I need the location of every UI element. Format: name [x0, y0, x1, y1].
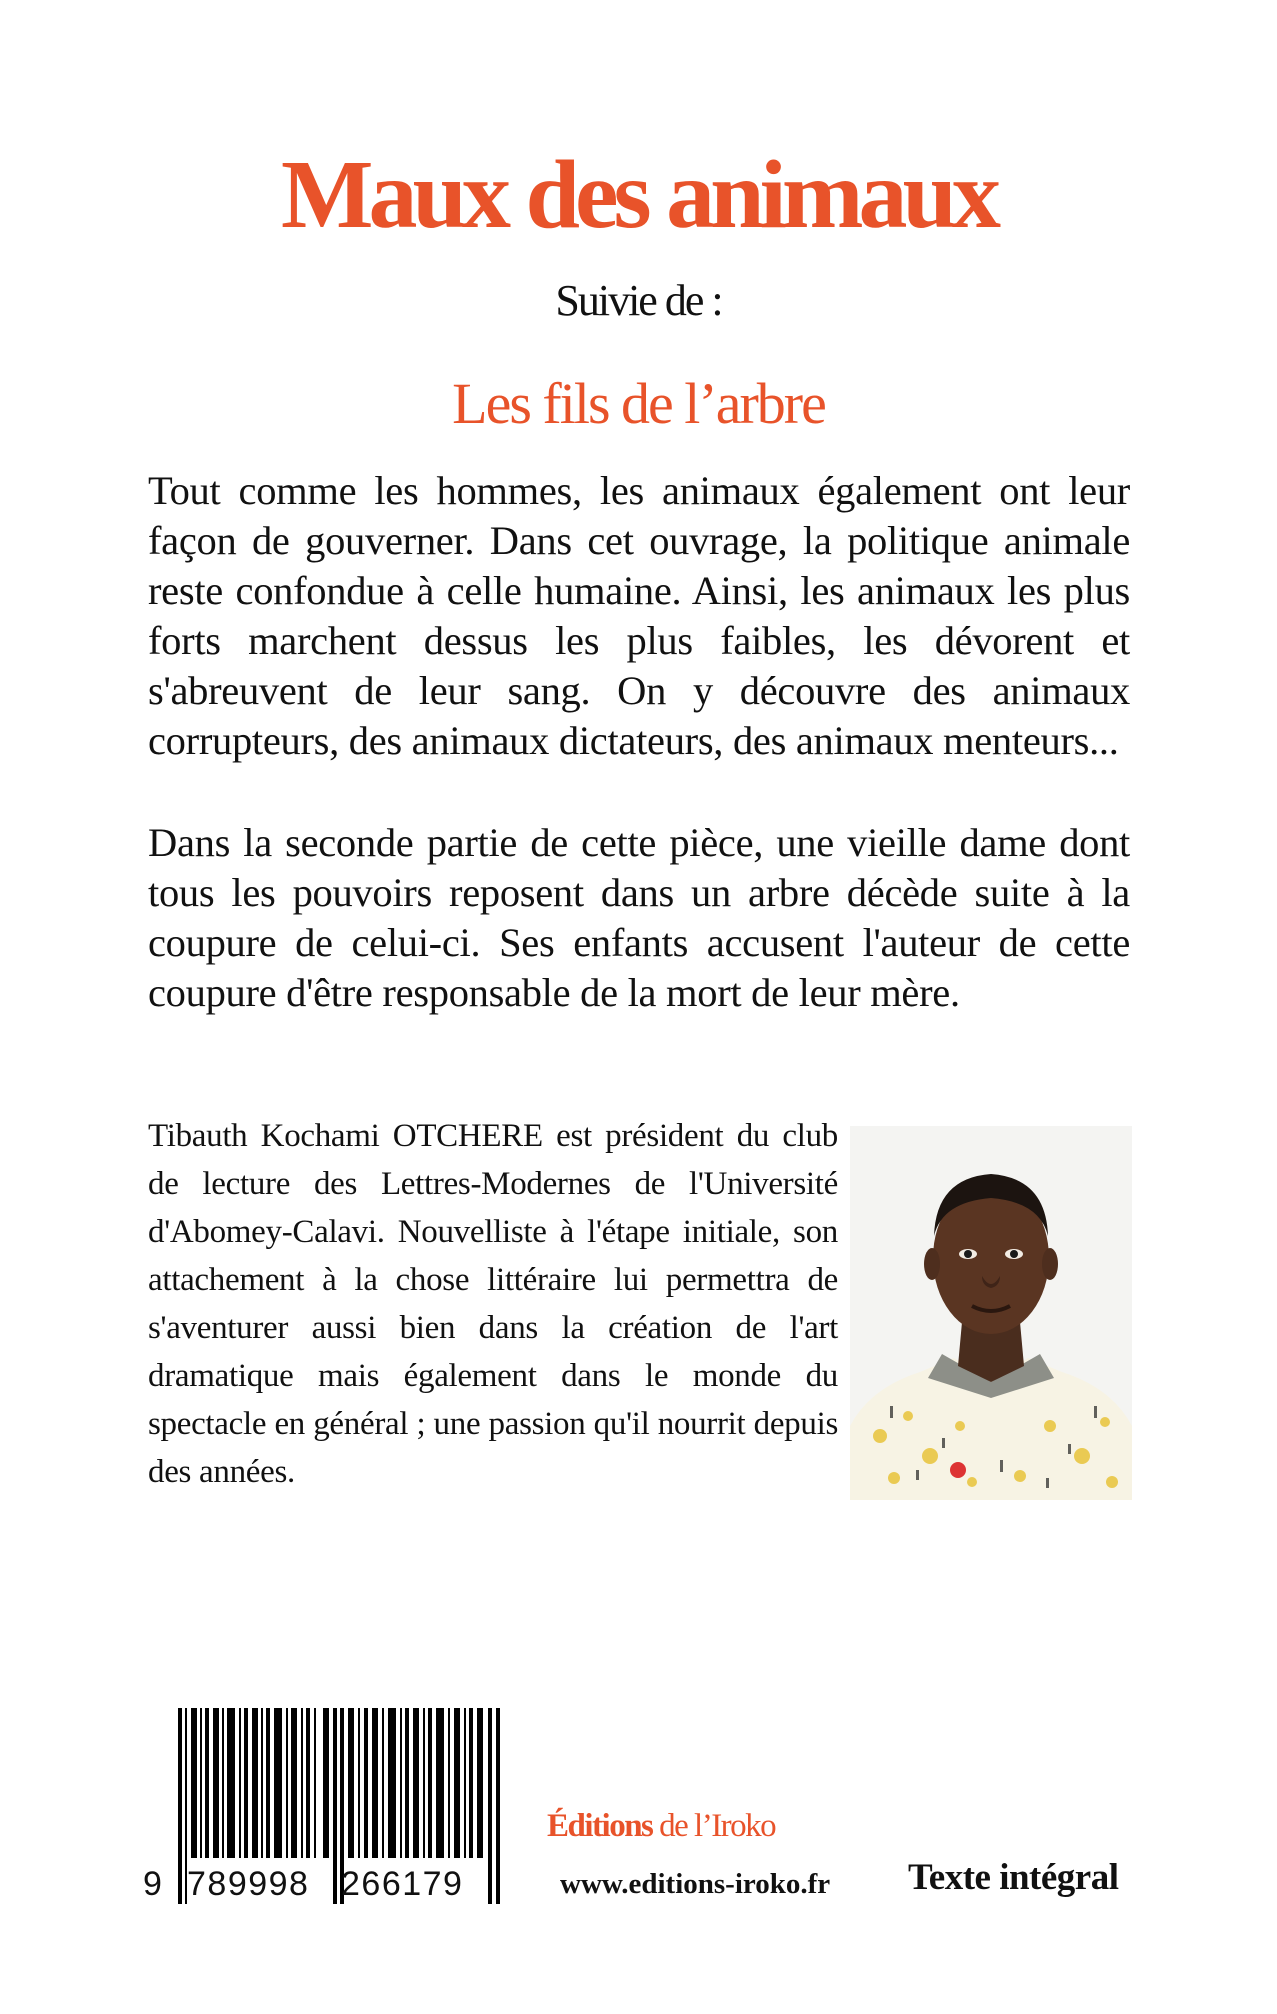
author-portrait-illustration [850, 1126, 1132, 1500]
author-bio: Tibauth Kochami OTCHERE est président du club de lecture des Lettres-Modernes de l'Université d'Abomey-Calavi. Nouvelliste à l'étape initiale, son attachement à la chose littéraire lui permettra de s'aventurer aussi bien dans la création de l'art dramatique mais également dans le monde du spectacle en général ; une passion qu'il nourrit depuis des années. [148, 1118, 838, 1490]
isbn-digits-group-2: 266179 [341, 1865, 464, 1903]
summary-paragraph-2: Dans la seconde partie de cette pièce, une vieille dame dont tous les pouvoirs reposent dans un arbre décède suite à la coupure de celui-ci. Ses enfants accusent l'auteur de cette coupure d'être responsable de la mort de leur mère. [148, 820, 1130, 1015]
isbn-digit-first: 9 [143, 1865, 163, 1903]
isbn-digits-group-1: 789998 [187, 1865, 310, 1903]
book-title: Maux des animaux [280, 141, 996, 249]
summary-paragraph-1: Tout comme les hommes, les animaux également ont leur façon de gouverner. Dans cet ouvrage, la politique animale reste confondue à celle humaine. Ainsi, les animaux les plus forts marchent dessus les plus faibles, les dévorent et s'abreuvent de leur sang. On y découvre des animaux corrupteurs, des animaux dictateurs, des animaux menteurs... [148, 468, 1130, 763]
author-photo [850, 1126, 1132, 1500]
followed-by-label: Suivie de : [555, 276, 722, 325]
book-subtitle: Les fils de l’arbre [452, 371, 825, 436]
edition-note: Texte intégral [908, 1857, 1119, 1898]
publisher-name-rest: de l’Iroko [652, 1808, 776, 1844]
publisher-name-bold: Éditions [547, 1808, 653, 1844]
publisher-website: www.editions-iroko.fr [560, 1868, 831, 1900]
publisher-name [547, 1808, 775, 1845]
